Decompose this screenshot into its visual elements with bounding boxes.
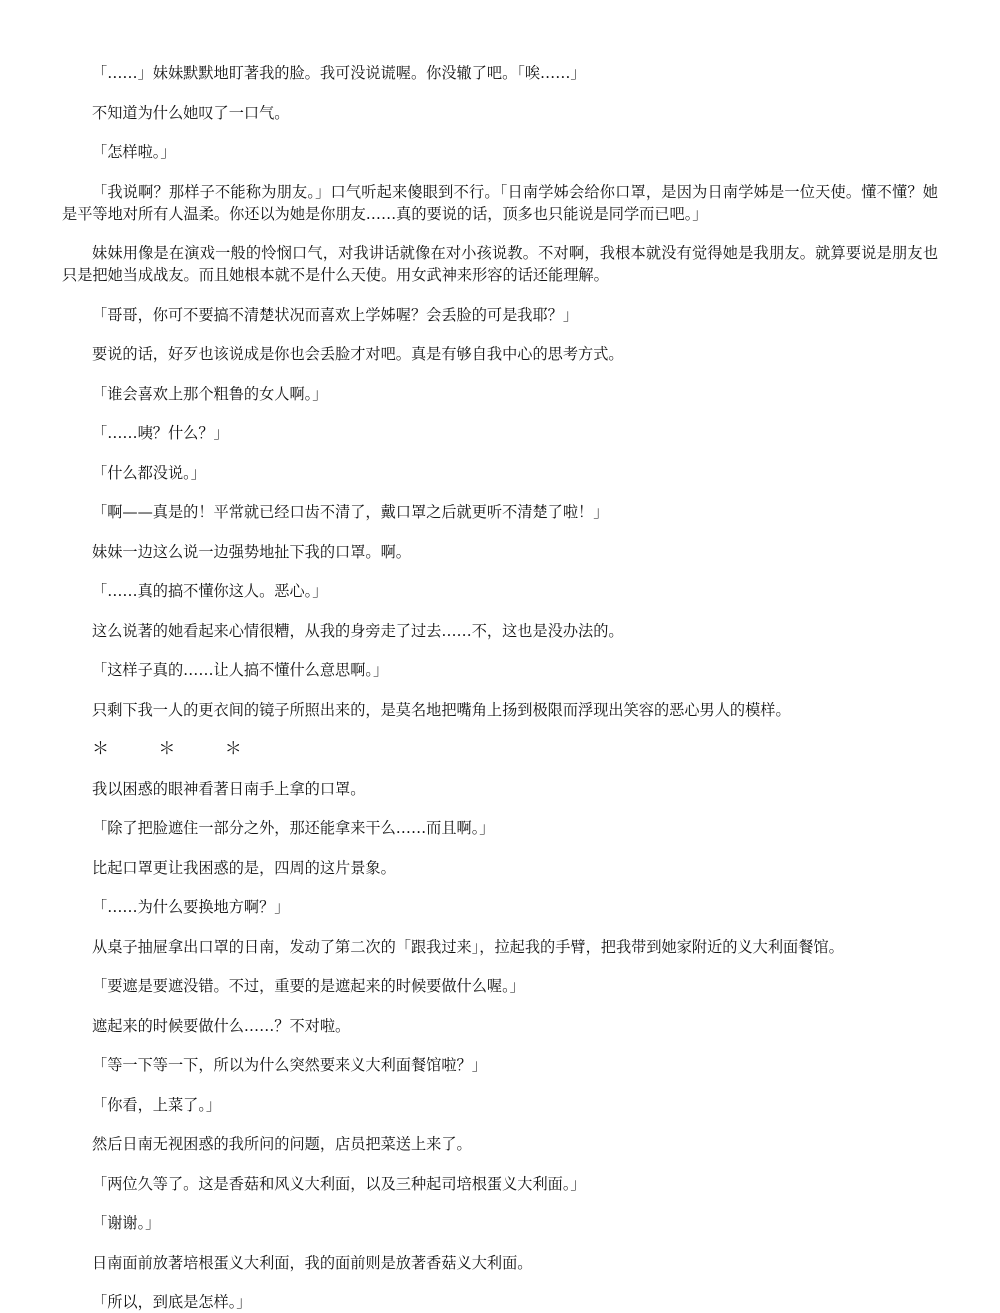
paragraph: 「……咦？什么？」 xyxy=(92,424,229,442)
paragraph: 「我说啊？那样子不能称为朋友。」口气听起来傻眼到不行。「日南学姊会给你口罩，是因为日南学姊是一位天使。懂不懂？她是平等地对所有人温柔。你还以为她是你朋友……真的要说的话，顶多也只能说是同学而已吧。」 xyxy=(62,182,938,223)
paragraph: 然后日南无视困惑的我所问的问题，店员把菜送上来了。 xyxy=(92,1135,472,1153)
paragraph: 「哥哥，你可不要搞不清楚状况而喜欢上学姊喔？会丢脸的可是我耶？」 xyxy=(92,305,578,324)
paragraph: 「……为什么要换地方啊？」 xyxy=(92,898,290,916)
paragraph: 这么说著的她看起来心情很糟，从我的身旁走了过去……不，这也是没办法的。 xyxy=(92,621,624,640)
paragraph: 「你看，上菜了。」 xyxy=(92,1095,222,1114)
paragraph: 不知道为什么她叹了一口气。 xyxy=(92,103,290,122)
paragraph: 「所以，到底是怎样。」 xyxy=(92,1293,252,1311)
paragraph: 日南面前放著培根蛋义大利面，我的面前则是放著香菇义大利面。 xyxy=(92,1253,533,1272)
paragraph: 从桌子抽屉拿出口罩的日南，发动了第二次的「跟我过来」，拉起我的手臂，把我带到她家附近的义大利面餐馆。 xyxy=(92,937,844,956)
paragraph: 「除了把脸遮住一部分之外，那还能拿来干么……而且啊。」 xyxy=(92,819,495,837)
paragraph: 「……」妹妹默默地盯著我的脸。我可没说谎喔。你没辙了吧。「唉……」 xyxy=(92,64,586,82)
paragraph: 只剩下我一人的更衣间的镜子所照出来的，是莫名地把嘴角上扬到极限而浮现出笑容的恶心男人的模样。 xyxy=(92,700,791,719)
paragraph: 「什么都没说。」 xyxy=(92,463,206,482)
paragraph: 要说的话，好歹也该说成是你也会丢脸才对吧。真是有够自我中心的思考方式。 xyxy=(92,345,624,363)
paragraph: 比起口罩更让我困惑的是，四周的这片景象。 xyxy=(92,858,396,877)
paragraph: 妹妹一边这么说一边强势地扯下我的口罩。啊。 xyxy=(92,542,411,561)
paragraph: 「谁会喜欢上那个粗鲁的女人啊。」 xyxy=(92,384,328,403)
paragraph: 「谢谢。」 xyxy=(92,1214,161,1232)
paragraph: 「要遮是要遮没错。不过，重要的是遮起来的时候要做什么喔。」 xyxy=(92,977,525,995)
paragraph: 「两位久等了。这是香菇和风义大利面，以及三种起司培根蛋义大利面。」 xyxy=(92,1174,586,1193)
paragraph: 「啊——真是的！平常就已经口齿不清了，戴口罩之后就更听不清楚了啦！」 xyxy=(92,503,609,521)
paragraph: 「等一下等一下，所以为什么突然要来义大利面餐馆啦？」 xyxy=(92,1056,487,1074)
paragraph: 「怎样啦。」 xyxy=(92,143,176,161)
paragraph: 「……真的搞不懂你这人。恶心。」 xyxy=(92,582,328,600)
paragraph: 妹妹用像是在演戏一般的怜悯口气，对我讲话就像在对小孩说教。不对啊，我根本就没有觉得她是我朋友。就算要说是朋友也只是把她当成战友。而且她根本就不是什么天使。用女武神来形容的话还能理解。 xyxy=(62,244,938,284)
paragraph: 遮起来的时候要做什么……？不对啦。 xyxy=(92,1016,351,1035)
paragraph: 「这样子真的……让人搞不懂什么意思啊。」 xyxy=(92,661,389,679)
scene-separator: ＊ ＊ ＊ xyxy=(92,739,264,759)
paragraph: 我以困惑的眼神看著日南手上拿的口罩。 xyxy=(92,779,366,798)
